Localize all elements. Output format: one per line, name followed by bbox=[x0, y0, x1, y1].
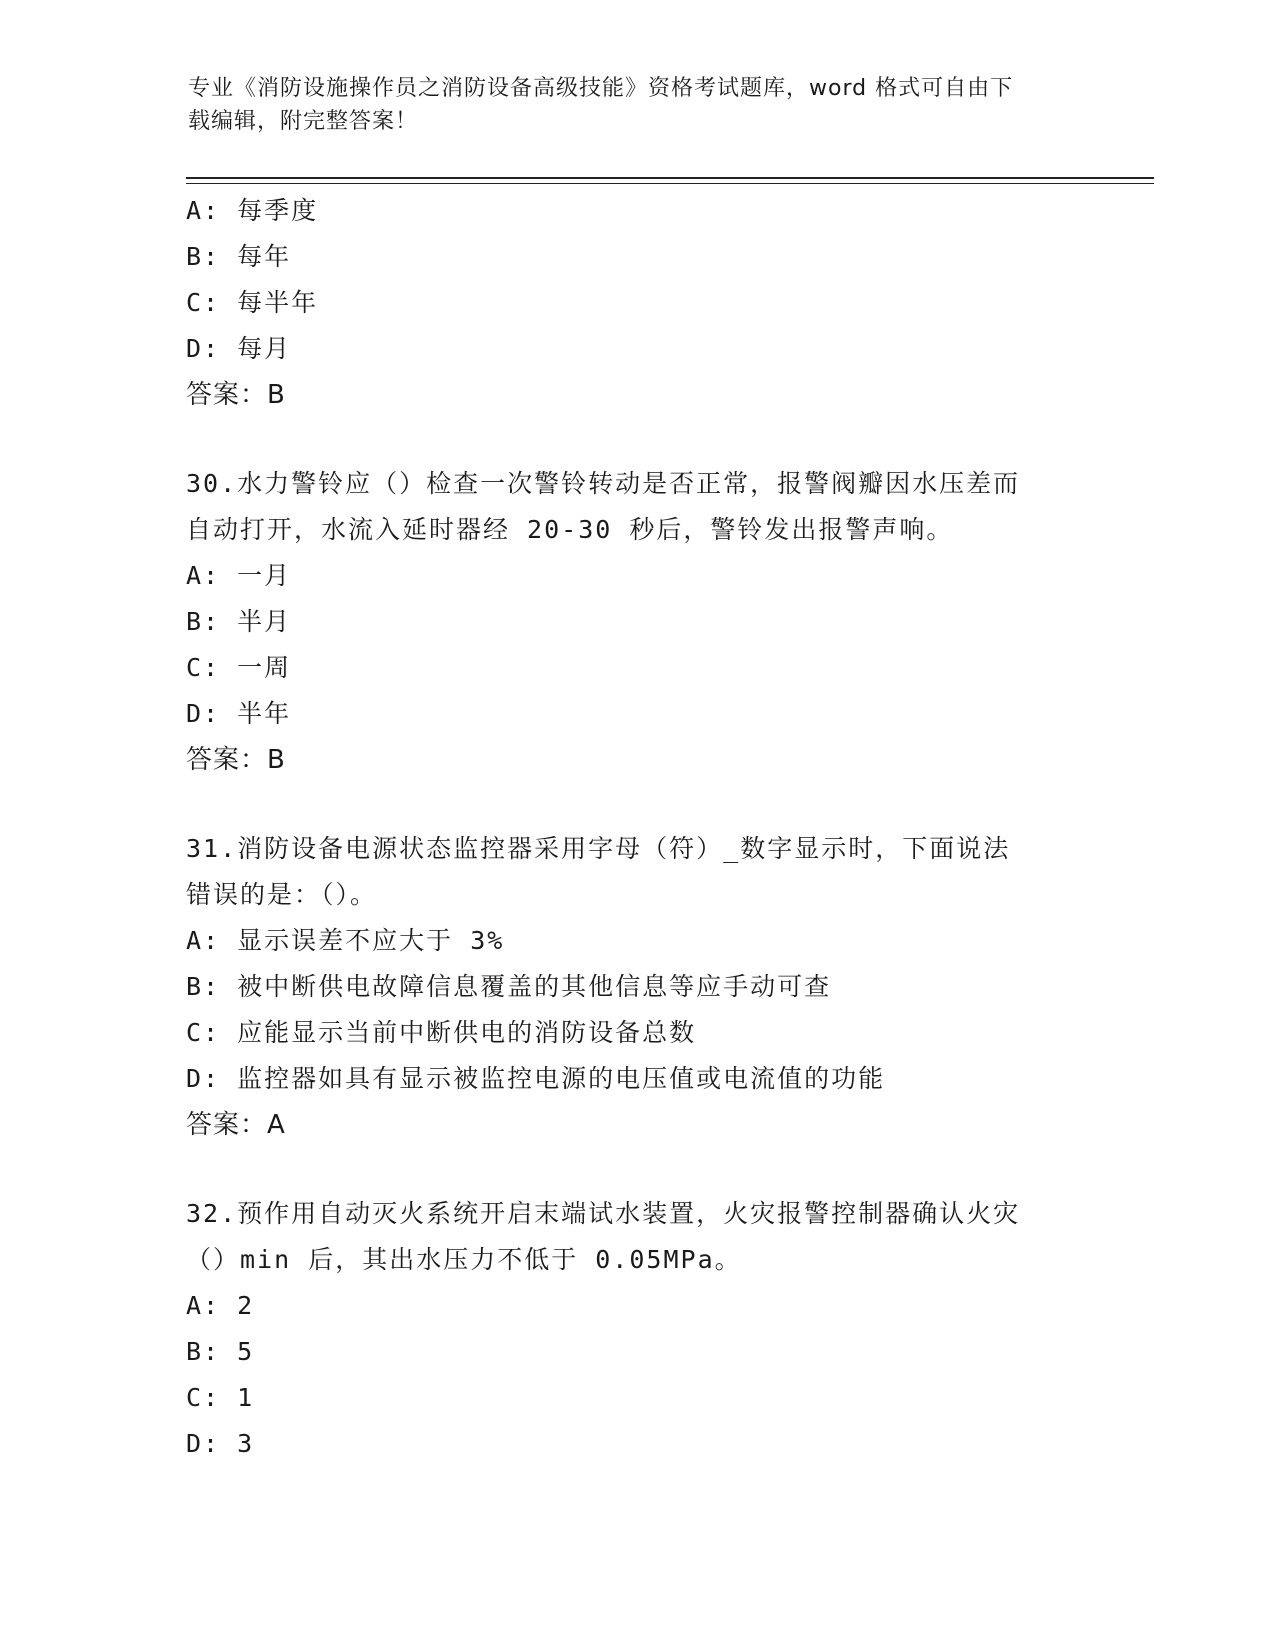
question-stem-line: 错误的是：（）。 bbox=[186, 880, 378, 909]
question-stem-line: 自动打开，水流入延时器经 20-30 秒后，警铃发出报警声响。 bbox=[186, 515, 954, 544]
option-d: D: 半年 bbox=[186, 699, 292, 728]
option-c: C: 每半年 bbox=[186, 288, 319, 317]
option-b: B: 5 bbox=[186, 1337, 255, 1366]
document-header bbox=[188, 72, 1068, 138]
question-block bbox=[186, 188, 1086, 418]
option-d: D: 3 bbox=[186, 1429, 255, 1458]
question-list bbox=[186, 188, 1086, 1467]
header-line-1: 专业《消防设施操作员之消防设备高级技能》资格考试题库，word 格式可自由下 bbox=[188, 76, 1014, 101]
option-a: A: 一月 bbox=[186, 561, 292, 590]
answer-line: 答案：A bbox=[186, 1110, 286, 1140]
question-block bbox=[186, 1191, 1086, 1467]
answer-line: 答案：B bbox=[186, 745, 286, 775]
option-b: B: 每年 bbox=[186, 242, 292, 271]
option-b: B: 半月 bbox=[186, 607, 292, 636]
header-rule-thick bbox=[186, 177, 1154, 179]
answer-line: 答案：B bbox=[186, 380, 286, 410]
option-a: A: 2 bbox=[186, 1291, 255, 1320]
option-a: A: 显示误差不应大于 3% bbox=[186, 926, 505, 955]
header-rule-thin bbox=[186, 183, 1154, 184]
option-d: D: 监控器如具有显示被监控电源的电压值或电流值的功能 bbox=[186, 1064, 886, 1093]
option-d: D: 每月 bbox=[186, 334, 292, 363]
option-b: B: 被中断供电故障信息覆盖的其他信息等应手动可查 bbox=[186, 972, 832, 1001]
option-c: C: 1 bbox=[186, 1383, 255, 1412]
header-line-2: 载编辑，附完整答案！ bbox=[188, 109, 419, 134]
option-a: A: 每季度 bbox=[186, 196, 319, 225]
option-c: C: 应能显示当前中断供电的消防设备总数 bbox=[186, 1018, 697, 1047]
question-block bbox=[186, 826, 1086, 1148]
question-stem-line: 30.水力警铃应（）检查一次警铃转动是否正常，报警阀瓣因水压差而 bbox=[186, 469, 1021, 498]
question-stem-line: 32.预作用自动灭火系统开启末端试水装置，火灾报警控制器确认火灾 bbox=[186, 1199, 1021, 1228]
question-stem-line: 31.消防设备电源状态监控器采用字母（符）_数字显示时，下面说法 bbox=[186, 834, 1011, 863]
question-block bbox=[186, 461, 1086, 783]
question-stem-line: （）min 后，其出水压力不低于 0.05MPa。 bbox=[186, 1245, 742, 1274]
option-c: C: 一周 bbox=[186, 653, 292, 682]
